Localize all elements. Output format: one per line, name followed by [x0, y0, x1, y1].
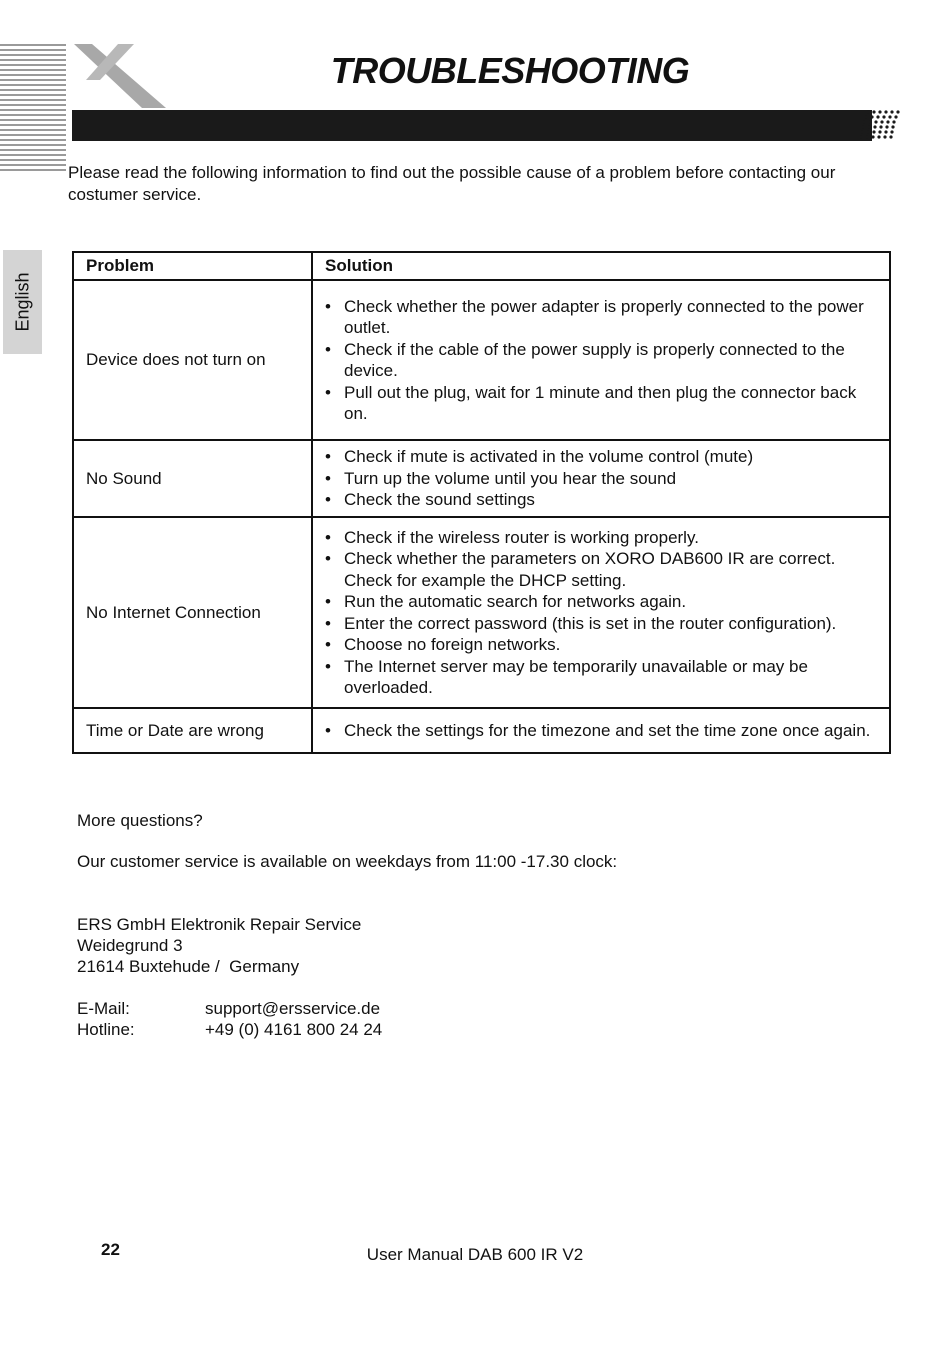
intro-paragraph: Please read the following information to find out the possible cause of a problem before contacting our costumer service.	[68, 163, 836, 204]
solution-cell	[312, 280, 890, 440]
list-item: • Run the automatic search for networks again.	[325, 591, 877, 613]
list-item: • Check if mute is activated in the volume control (mute)	[325, 446, 877, 468]
problem-cell: No Sound	[73, 440, 312, 517]
list-item: • Enter the correct password (this is set in the router configuration).	[325, 613, 877, 635]
list-item: • Check whether the power adapter is properly connected to the power outlet.	[325, 296, 877, 339]
list-item: • The Internet server may be temporarily unavailable or may be overloaded.	[325, 656, 877, 699]
hotline-label: Hotline:	[77, 1020, 135, 1039]
table-row	[73, 280, 890, 440]
list-item: • Turn up the volume until you hear the sound	[325, 468, 877, 490]
solution-cell	[312, 517, 890, 708]
solution-list	[325, 720, 877, 742]
solution-list	[325, 527, 877, 699]
list-item: • Pull out the plug, wait for 1 minute and then plug the connector back on.	[325, 382, 877, 425]
solution-list	[325, 446, 877, 511]
language-side-tab	[3, 250, 42, 354]
header-stripes-decoration	[0, 44, 66, 172]
service-address	[77, 914, 361, 977]
language-label: English	[12, 272, 32, 332]
solution-list	[325, 296, 877, 425]
page-number: 22	[101, 1240, 120, 1259]
problem-column-header: Problem	[73, 252, 312, 280]
contact-details	[77, 998, 382, 1040]
page-title: TROUBLESHOOTING	[330, 50, 690, 91]
list-item: • Check if the cable of the power supply is properly connected to the device.	[325, 339, 877, 382]
solution-cell	[312, 708, 890, 753]
troubleshooting-table	[72, 251, 891, 754]
hotline-row	[77, 1019, 382, 1040]
solution-cell	[312, 440, 890, 517]
list-item: • Check whether the parameters on XORO DAB600 IR are correct. Check for example the DHCP setting.	[325, 548, 877, 591]
table-row	[73, 440, 890, 517]
problem-cell: Time or Date are wrong	[73, 708, 312, 753]
company-name: ERS GmbH Elektronik Repair Service	[77, 915, 362, 934]
table-row	[73, 517, 890, 708]
header-bar	[72, 110, 872, 141]
header-dot-pattern	[858, 108, 904, 142]
email-address: support@ersservice.de	[205, 999, 381, 1018]
footer-manual-title: User Manual DAB 600 IR V2	[366, 1245, 584, 1264]
list-item: • Check the settings for the timezone and set the time zone once again.	[325, 720, 877, 742]
problem-cell: No Internet Connection	[73, 517, 312, 708]
street-address: Weidegrund 3	[77, 936, 183, 955]
list-item: • Choose no foreign networks.	[325, 634, 877, 656]
table-header-row	[73, 252, 890, 280]
email-label: E-Mail:	[77, 999, 130, 1018]
email-row	[77, 998, 382, 1019]
list-item: • Check if the wireless router is working properly.	[325, 527, 877, 549]
more-questions-text: More questions?	[77, 811, 203, 830]
hotline-number: +49 (0) 4161 800 24 24	[205, 1020, 383, 1039]
list-item: • Check the sound settings	[325, 489, 877, 511]
table-row	[73, 708, 890, 753]
problem-cell: Device does not turn on	[73, 280, 312, 440]
service-hours-text: Our customer service is available on weekdays from 11:00 -17.30 clock:	[77, 852, 618, 871]
city-country: 21614 Buxtehude / Germany	[77, 957, 300, 976]
solution-column-header: Solution	[312, 252, 890, 280]
